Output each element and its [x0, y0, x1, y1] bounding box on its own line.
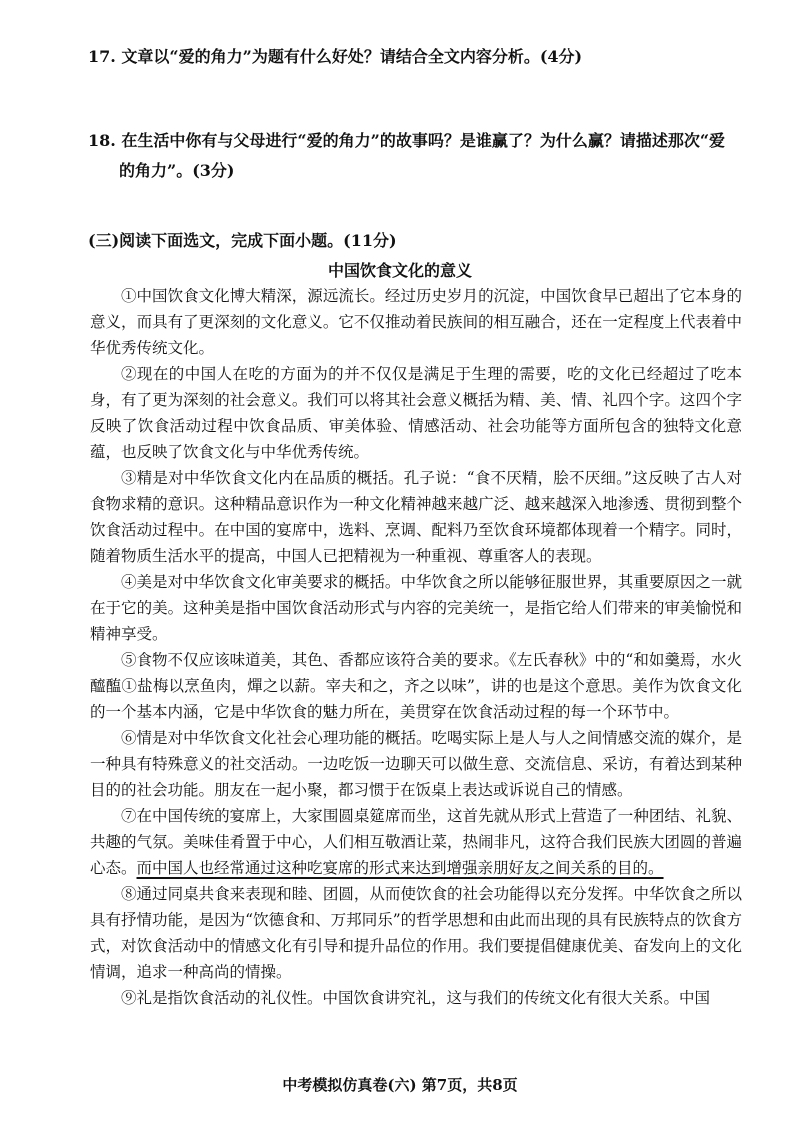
- paragraph-1: ①中国饮食文化博大精深，源远流长。经过历史岁月的沉淀，中国饮食早已超出了它本身的意义，而具有了更深刻的文化意义。它不仅推动着民族间的相互融合，还在一定程度上代表着中华优秀传统文化。: [90, 287, 742, 357]
- section-heading: (三)阅读下面选文，完成下面小题。(11分): [88, 231, 397, 250]
- paragraph-9: ⑨礼是指饮食活动的礼仪性。中国饮食讲究礼，这与我们的传统文化有很大关系。中国: [121, 989, 711, 1007]
- question-text-line1: 在生活中你有与父母进行“爱的角力”的故事吗？是谁赢了？为什么赢？请描述那次“爱: [121, 131, 726, 150]
- underlined-sentence: 而中国人也经常通过这种吃宴席的形式来达到增强亲朋好友之间关系的目的。: [136, 859, 664, 877]
- question-text-line2: 的角力”。(3分): [119, 161, 235, 180]
- question-17: [88, 42, 748, 72]
- paragraph-8: ⑧通过同桌共食来表现和睦、团圆，从而使饮食的社会功能得以充分发挥。中华饮食之所以具有抒情功能，是因为“饮德食和、万邦同乐”的哲学思想和由此而出现的具有民族特点的饮食方式，对饮食活动中的情感文化有引导和提升品位的作用。我们要提倡健康优美、奋发向上的文化情调，追求一种高尚的情操。: [90, 885, 742, 981]
- paragraph-4: ④美是对中华饮食文化审美要求的概括。中华饮食之所以能够征服世界，其重要原因之一就在于它的美。这种美是指中国饮食活动形式与内容的完美统一，是指它给人们带来的审美愉悦和精神享受。: [90, 573, 742, 643]
- question-text: 文章以“爱的角力”为题有什么好处？请结合全文内容分析。(4分): [121, 47, 583, 66]
- paragraph-7-lead: ⑦在中国传统的宴席上，大家围圆桌筵席而坐，这首先就从形式上营造了一种团结、礼貌、共趣的气氛。美味佳肴置于中心，人们相互敬酒让菜，热闹非凡，这符合我们民族大团圆的普遍心态。: [90, 807, 742, 877]
- paragraph-7: [90, 803, 742, 881]
- paragraph-3: ③精是对中华饮食文化内在品质的概括。孔子说：“食不厌精，脍不厌细。”这反映了古人对食物求精的意识。这种精品意识作为一种文化精神越来越广泛、越来越深入地渗透、贯彻到整个饮食活动过程中。在中国的宴席中，选料、烹调、配料乃至饮食环境都体现着一个精字。同时，随着物质生活水平的提高，中国人已把精视为一种重视、尊重客人的表现。: [90, 469, 742, 565]
- page-footer: 中考模拟仿真卷(六) 第7页，共8页: [282, 1076, 518, 1094]
- question-number: 18.: [88, 131, 116, 150]
- paragraph-5: ⑤食物不仅应该味道美，其色、香都应该符合美的要求。《左氏春秋》中的“和如羹焉，水火醯醢①盐梅以烹鱼肉，燀之以薪。宰夫和之，齐之以味”，讲的也是这个意思。美作为饮食文化的一个基本内涵，它是中华饮食的魅力所在，美贯穿在饮食活动过程的每一个环节中。: [90, 651, 742, 721]
- question-18: [88, 126, 748, 186]
- article-title: 中国饮食文化的意义: [327, 261, 472, 280]
- article-body: [90, 283, 742, 1011]
- paragraph-2: ②现在的中国人在吃的方面为的并不仅仅是满足于生理的需要，吃的文化已经超过了吃本身，有了更为深刻的社会意义。我们可以将其社会意义概括为精、美、情、礼四个字。这四个字反映了饮食活动过程中饮食品质、审美体验、情感活动、社会功能等方面所包含的独特文化意蕴，也反映了饮食文化与中华优秀传统。: [90, 365, 742, 461]
- question-number: 17.: [88, 47, 116, 66]
- paragraph-6: ⑥情是对中华饮食文化社会心理功能的概括。吃喝实际上是人与人之间情感交流的媒介，是一种具有特殊意义的社交活动。一边吃饭一边聊天可以做生意、交流信息、采访，有着达到某种目的的社会功能。朋友在一起小聚，都习惯于在饭桌上表达或诉说自己的情感。: [90, 729, 742, 799]
